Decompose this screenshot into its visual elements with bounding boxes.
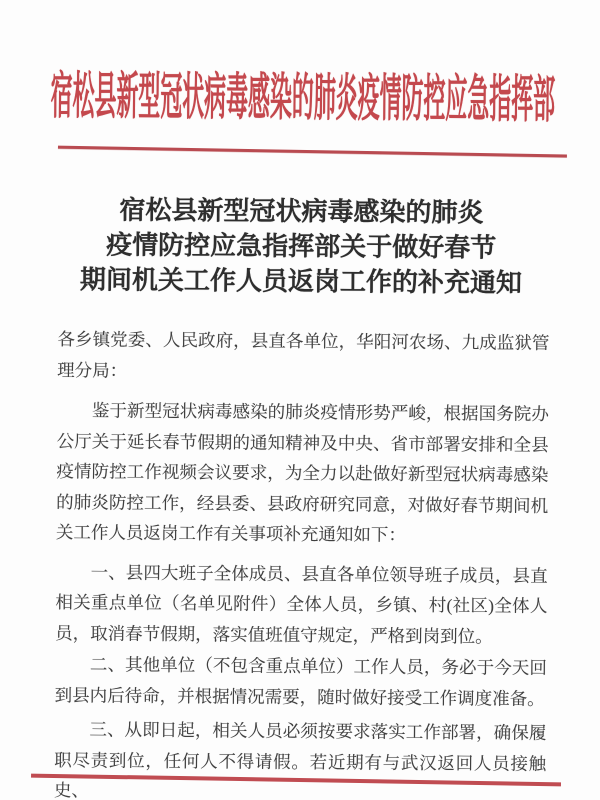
document-title [1, 192, 600, 302]
paragraph-intro: 鉴于新型冠状病毒感染的肺炎疫情形势严峻，根据国务院办公厅关于延长春节假期的通知精神及中央、省市部署安排和全县疫情防控工作视频会议要求，为全力以赴做好新型冠状病毒感染的肺炎防控工作，经县委、县政府研究同意，对做好春节期间机关工作人员返岗工作有关事项补充通知如下： [55, 400, 549, 545]
org-header-title-text: 宿松县新型冠状病毒感染的肺炎疫情防控应急指挥部 [49, 69, 555, 129]
paragraph-item-1: 一、县四大班子全体成员、县直各单位领导班子成员，县直相关重点单位（名单见附件）全体人员，乡镇、村(社区)全体人员，取消春节假期，落实值班值守规定，严格到岗到位。 [55, 561, 548, 647]
paragraph-item-3: 三、从即日起，相关人员必须按要求落实工作部署，确保履职尽责到位，任何人不得请假。若近期有与武汉返回人员接触史、 [53, 719, 547, 800]
salutation: 各乡镇党委、人民政府，县直各单位，华阳河农场、九成监狱管理分局： [57, 329, 550, 381]
document-title-line-3: 期间机关工作人员返岗工作的补充通知 [79, 265, 523, 298]
document-title-line-2: 疫情防控应急指挥部关于做好春节 [106, 230, 497, 263]
header-divider-rule [58, 146, 567, 158]
paragraph-item-2: 二、其他单位（不包含重点单位）工作人员，务必于今天回到县内后待命，并根据情况需要，随时做好接受工作调度准备。 [54, 654, 547, 709]
document-body [54, 324, 550, 800]
document-title-line-1: 宿松县新型冠状病毒感染的肺炎 [119, 195, 484, 228]
org-header-title [2, 68, 600, 131]
